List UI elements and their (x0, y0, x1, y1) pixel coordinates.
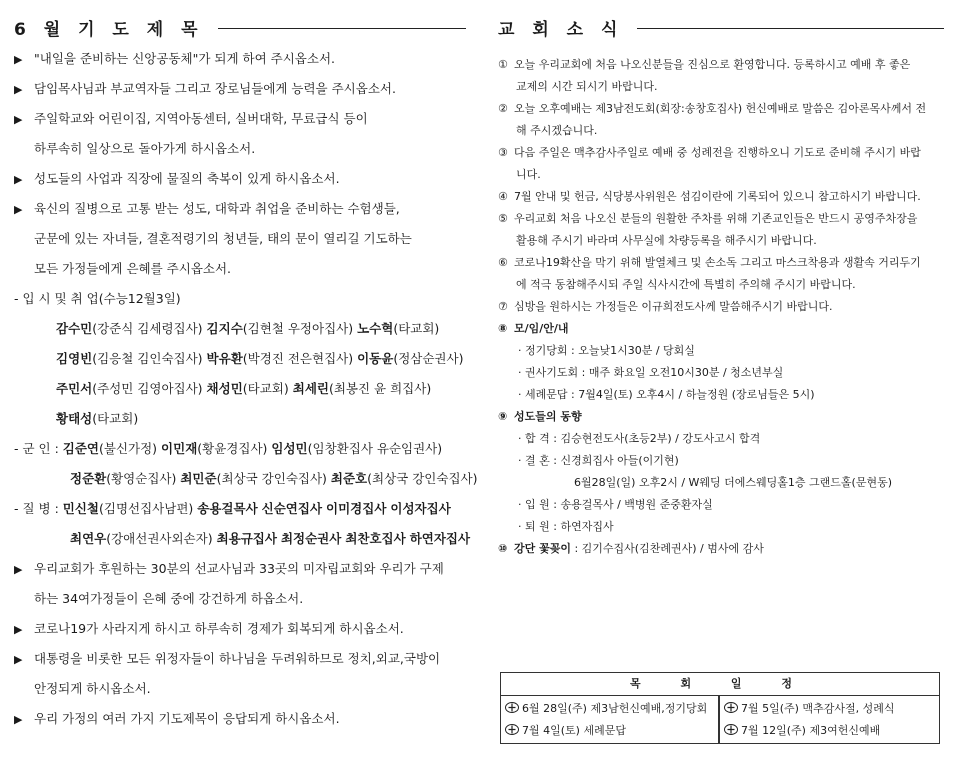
notice-item: ⑤ 우리교회 처음 나오신 분들의 원활한 주차를 위해 기존교인들은 반드시 공영주차장을 (498, 212, 918, 225)
prayer-section (14, 0, 478, 734)
notice-item: ⑥ 코로나19확산을 막기 위해 발열체크 및 손소독 그리고 마스크착용과 생활속 거리두기 (498, 256, 921, 269)
notices-title: 교 회 소 식 (498, 19, 624, 40)
triangle-bullet-icon: ▶ (14, 563, 23, 576)
exam-names: 주민서(주성민 김영아집사) 채성민(타교회) 최세린(최봉진 윤 희집사) (56, 381, 432, 396)
meeting-row: · 권사기도회 : 매주 화요일 오전10시30분 / 청소년부실 (518, 366, 784, 379)
notices-section (498, 0, 944, 560)
notice-item: ④ 7월 안내 및 헌금, 식당봉사위원은 섬김이란에 기록되어 있으니 참고하시기 바랍니다. (498, 190, 921, 203)
meeting-heading: ⑧ 모/임/안/내 (498, 322, 569, 335)
prayer-item: ▶ 우리교회가 후원하는 30분의 선교사님과 33곳의 미자립교회와 우리가 구제 (14, 554, 466, 584)
exam-label: - 입 시 및 취 업(수능12월3일) (14, 291, 181, 306)
notice-item: ② 오늘 오후예배는 제3남전도회(회장:송창호집사) 헌신예배로 말씀은 김아론목사께서 전 (498, 102, 927, 115)
triangle-bullet-icon: ▶ (14, 623, 23, 636)
title-rule (218, 28, 466, 29)
notice-item-cont: 에 적극 동참해주시되 주일 식사시간에 특별히 주의해 주시기 바랍니다. (516, 278, 856, 291)
prayer-item: ▶ 우리 가정의 여러 가지 기도제목이 응답되게 하시옵소서. (14, 704, 466, 734)
members-row: · 합 격 : 김승현전도사(초등2부) / 강도사고시 합격 (518, 432, 761, 445)
notice-item: ① 오늘 우리교회에 처음 나오신분들을 진심으로 환영합니다. 등록하시고 예배 후 좋은 (498, 58, 911, 71)
triangle-bullet-icon: ▶ (14, 83, 23, 96)
church-cross-icon (505, 702, 519, 713)
meeting-row: · 세례문답 : 7월4일(토) 오후4시 / 하늘정원 (장로님들은 5시) (518, 388, 815, 401)
church-cross-icon (724, 702, 738, 713)
schedule-body (501, 696, 939, 744)
notice-item-cont: 활용해 주시기 바라며 사무실에 차량등록을 해주시기 바랍니다. (516, 234, 817, 247)
exam-names: 감수민(강준식 김세령집사) 김지수(김현철 우정아집사) 노수혁(타교회) (56, 321, 440, 336)
military-names: 정준환(황영순집사) 최민준(최상국 강인숙집사) 최준호(최상국 강인숙집사) (70, 471, 478, 486)
notice-item-cont: 교제의 시간 되시기 바랍니다. (516, 80, 658, 93)
prayer-item: ▶ 대통령을 비롯한 모든 위정자들이 하나님을 두려워하므로 정치,외교,국방이 (14, 644, 466, 674)
triangle-bullet-icon: ▶ (14, 203, 23, 216)
notices-header (498, 14, 944, 40)
schedule-right (720, 696, 939, 744)
members-row: · 퇴 원 : 하연자집사 (518, 520, 614, 533)
notice-item: ③ 다음 주일은 맥추감사주일로 예배 중 성례전을 진행하오니 기도로 준비해 주시기 바랍 (498, 146, 921, 159)
prayer-item: ▶ "내일을 준비하는 신앙공동체"가 되게 하여 주시옵소서. (14, 44, 466, 74)
triangle-bullet-icon: ▶ (14, 713, 23, 726)
schedule-left (501, 696, 720, 744)
prayer-item-cont: 하는 34여가정들이 은혜 중에 강건하게 하옵소서. (34, 591, 304, 606)
title-rule (637, 28, 944, 29)
members-row: · 결 혼 : 신경희집사 아들(이기현) (518, 454, 679, 467)
illness-names: - 질 병 : 민신철(김명선집사남편) 송용걸목사 신순연집사 이미경집사 이성자집사 (14, 501, 451, 516)
triangle-bullet-icon: ▶ (14, 113, 23, 126)
prayer-item: ▶ 육신의 질병으로 고통 받는 성도, 대학과 취업을 준비하는 수험생들, (14, 194, 466, 224)
triangle-bullet-icon: ▶ (14, 53, 23, 66)
schedule-row: 6월 28일(주) 제3남헌신예배,정기당회 (505, 698, 718, 720)
illness-names: 최연우(강애선권사외손자) 최용규집사 최정순권사 최찬호집사 하연자집사 (70, 531, 471, 546)
meeting-row: · 정기당회 : 오늘낮1시30분 / 당회실 (518, 344, 695, 357)
exam-names: 황태성(타교회) (56, 411, 139, 426)
prayer-item-cont: 안정되게 하시옵소서. (34, 681, 151, 696)
prayer-item: ▶ 주일학교와 어린이집, 지역아동센터, 실버대학, 무료급식 등이 (14, 104, 466, 134)
military-names: - 군 인 : 김준연(불신가정) 이민재(황윤경집사) 임성민(임창환집사 유순임권사) (14, 441, 443, 456)
prayer-item: ▶ 담임목사님과 부교역자들 그리고 장로님들에게 능력을 주시옵소서. (14, 74, 466, 104)
members-row-cont: 6월28일(일) 오후2시 / W웨딩 더에스웨딩홀1층 그랜드홀(문현동) (574, 476, 892, 489)
exam-names: 김영빈(김응철 김인숙집사) 박유환(박경진 전은현집사) 이동윤(정삼순권사) (56, 351, 464, 366)
prayer-item: ▶ 성도들의 사업과 직장에 물질의 축복이 있게 하시옵소서. (14, 164, 466, 194)
notices-list (498, 54, 944, 560)
notice-item-cont: 니다. (516, 168, 541, 181)
prayer-item-cont: 하루속히 일상으로 돌아가게 하시옵소서. (34, 141, 256, 156)
schedule-row: 7월 12일(주) 제3여헌신예배 (724, 720, 939, 742)
prayer-item-cont: 군문에 있는 자녀들, 결혼적령기의 청년들, 태의 문이 열리길 기도하는 (34, 231, 412, 246)
members-row: · 입 원 : 송용걸목사 / 백병원 준중환자실 (518, 498, 713, 511)
church-cross-icon (724, 724, 738, 735)
notice-item: ⑦ 심방을 원하시는 가정들은 이규희전도사께 말씀해주시기 바랍니다. (498, 300, 833, 313)
prayer-item: ▶ 코로나19가 사라지게 하시고 하루속히 경제가 회복되게 하시옵소서. (14, 614, 466, 644)
schedule-row: 7월 5일(주) 맥추감사절, 성례식 (724, 698, 939, 720)
church-cross-icon (505, 724, 519, 735)
schedule-row: 7월 4일(토) 세례문답 (505, 720, 718, 742)
flower-row: ⑩ 강단 꽃꽂이 : 김기수집사(김찬례권사) / 범사에 감사 (498, 542, 764, 555)
prayer-item-cont: 모든 가정들에게 은혜를 주시옵소서. (34, 261, 232, 276)
members-heading: ⑨ 성도들의 동향 (498, 410, 582, 423)
triangle-bullet-icon: ▶ (14, 173, 23, 186)
triangle-bullet-icon: ▶ (14, 653, 23, 666)
pastoral-schedule (500, 672, 940, 744)
prayer-list (14, 44, 478, 734)
schedule-title: 목 회 일 정 (501, 673, 939, 696)
prayer-title: 6 월 기 도 제 목 (14, 19, 204, 40)
notice-item-cont: 해 주시겠습니다. (516, 124, 598, 137)
prayer-header (14, 14, 466, 40)
